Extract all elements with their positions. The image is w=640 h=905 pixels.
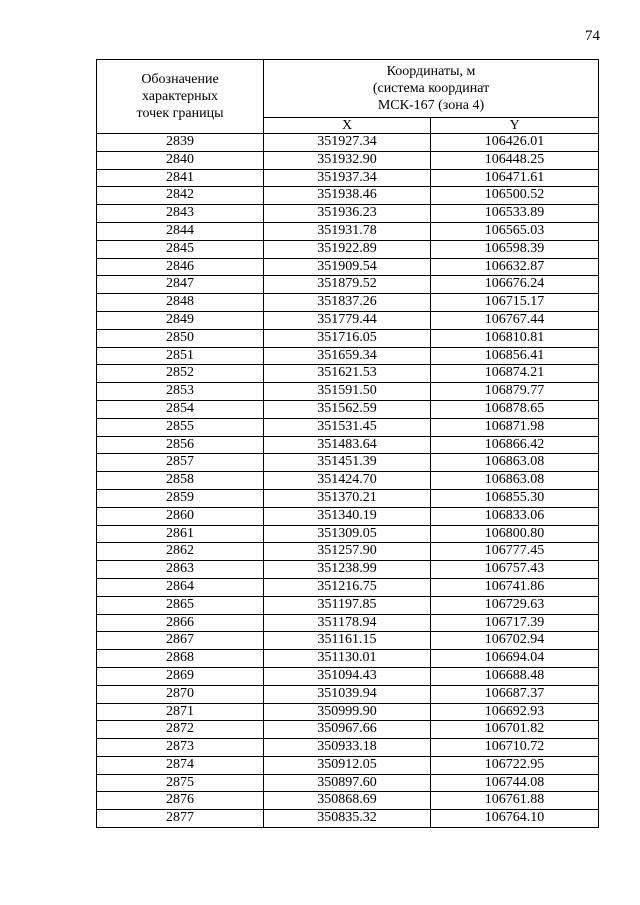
cell-point: 2847 [97,276,264,294]
cell-x: 351932.90 [264,151,431,169]
table-row [97,543,599,561]
cell-x: 351591.50 [264,383,431,401]
cell-y: 106810.81 [431,329,599,347]
table-row [97,418,599,436]
cell-point: 2844 [97,222,264,240]
table-row [97,294,599,312]
cell-x: 351216.75 [264,578,431,596]
cell-point: 2873 [97,739,264,757]
cell-y: 106565.03 [431,222,599,240]
header-point-designation [97,60,264,134]
cell-y: 106744.08 [431,774,599,792]
cell-point: 2851 [97,347,264,365]
cell-x: 350933.18 [264,739,431,757]
table-row [97,222,599,240]
cell-y: 106777.45 [431,543,599,561]
cell-y: 106800.80 [431,525,599,543]
cell-x: 351716.05 [264,329,431,347]
cell-y: 106871.98 [431,418,599,436]
cell-x: 350897.60 [264,774,431,792]
table-row [97,578,599,596]
cell-point: 2861 [97,525,264,543]
cell-x: 351424.70 [264,472,431,490]
table-row [97,472,599,490]
cell-point: 2840 [97,151,264,169]
coordinates-table [96,59,599,828]
cell-x: 351451.39 [264,454,431,472]
cell-point: 2869 [97,667,264,685]
cell-y: 106710.72 [431,739,599,757]
table-row [97,525,599,543]
cell-y: 106879.77 [431,383,599,401]
table-row [97,311,599,329]
cell-y: 106688.48 [431,667,599,685]
cell-point: 2843 [97,205,264,223]
cell-point: 2850 [97,329,264,347]
cell-point: 2860 [97,507,264,525]
cell-y: 106863.08 [431,454,599,472]
cell-x: 351879.52 [264,276,431,294]
cell-x: 351837.26 [264,294,431,312]
table-row [97,347,599,365]
cell-y: 106694.04 [431,650,599,668]
cell-y: 106874.21 [431,365,599,383]
header-coords-line-3: МСК-167 (зона 4) [377,98,485,113]
cell-x: 351937.34 [264,169,431,187]
cell-point: 2874 [97,756,264,774]
cell-point: 2875 [97,774,264,792]
cell-point: 2858 [97,472,264,490]
cell-point: 2855 [97,418,264,436]
table-row [97,169,599,187]
table-row [97,454,599,472]
cell-y: 106471.61 [431,169,599,187]
cell-point: 2871 [97,703,264,721]
cell-x: 351340.19 [264,507,431,525]
cell-x: 351936.23 [264,205,431,223]
table-row [97,258,599,276]
cell-y: 106855.30 [431,489,599,507]
cell-y: 106878.65 [431,400,599,418]
cell-x: 351039.94 [264,685,431,703]
table-row [97,205,599,223]
cell-point: 2859 [97,489,264,507]
cell-y: 106687.37 [431,685,599,703]
table-row [97,383,599,401]
cell-point: 2857 [97,454,264,472]
cell-y: 106598.39 [431,240,599,258]
cell-y: 106426.01 [431,134,599,152]
table-row [97,632,599,650]
cell-point: 2876 [97,792,264,810]
header-coords-line-2: (система координат [372,81,490,96]
cell-y: 106533.89 [431,205,599,223]
cell-point: 2862 [97,543,264,561]
table-row [97,507,599,525]
cell-point: 2867 [97,632,264,650]
cell-y: 106761.88 [431,792,599,810]
cell-point: 2852 [97,365,264,383]
table-row [97,436,599,454]
table-header [97,60,599,134]
cell-x: 351922.89 [264,240,431,258]
table-row [97,187,599,205]
table-row [97,400,599,418]
header-y: Y [431,118,599,134]
cell-point: 2849 [97,311,264,329]
table-row [97,614,599,632]
cell-x: 350835.32 [264,810,431,828]
cell-y: 106717.39 [431,614,599,632]
cell-point: 2866 [97,614,264,632]
cell-x: 351197.85 [264,596,431,614]
cell-x: 351931.78 [264,222,431,240]
header-x: X [264,118,431,134]
cell-y: 106856.41 [431,347,599,365]
header-coordinates-group [264,60,599,118]
cell-y: 106764.10 [431,810,599,828]
table-row [97,596,599,614]
cell-x: 351257.90 [264,543,431,561]
cell-point: 2856 [97,436,264,454]
table-row [97,667,599,685]
cell-point: 2872 [97,721,264,739]
cell-x: 350912.05 [264,756,431,774]
cell-y: 106741.86 [431,578,599,596]
table-row [97,756,599,774]
cell-point: 2854 [97,400,264,418]
cell-point: 2841 [97,169,264,187]
cell-x: 351659.34 [264,347,431,365]
cell-y: 106632.87 [431,258,599,276]
cell-y: 106757.43 [431,561,599,579]
table-row [97,792,599,810]
cell-x: 351178.94 [264,614,431,632]
cell-x: 350868.69 [264,792,431,810]
table-row [97,240,599,258]
cell-x: 351370.21 [264,489,431,507]
cell-y: 106729.63 [431,596,599,614]
cell-y: 106866.42 [431,436,599,454]
cell-point: 2877 [97,810,264,828]
table-row [97,151,599,169]
table-row [97,774,599,792]
table-row [97,650,599,668]
cell-point: 2842 [97,187,264,205]
cell-x: 351531.45 [264,418,431,436]
cell-y: 106863.08 [431,472,599,490]
cell-y: 106448.25 [431,151,599,169]
cell-point: 2868 [97,650,264,668]
cell-point: 2863 [97,561,264,579]
cell-y: 106767.44 [431,311,599,329]
cell-x: 351779.44 [264,311,431,329]
header-coords-line-1: Координаты, м [386,64,476,79]
cell-x: 351161.15 [264,632,431,650]
cell-x: 350967.66 [264,721,431,739]
table-row [97,810,599,828]
cell-point: 2864 [97,578,264,596]
page-number: 74 [585,28,600,44]
cell-x: 351621.53 [264,365,431,383]
cell-y: 106715.17 [431,294,599,312]
cell-point: 2848 [97,294,264,312]
cell-x: 351094.43 [264,667,431,685]
cell-x: 351909.54 [264,258,431,276]
cell-x: 351562.59 [264,400,431,418]
cell-x: 351130.01 [264,650,431,668]
cell-y: 106701.82 [431,721,599,739]
table-row [97,739,599,757]
table-row [97,134,599,152]
cell-x: 351938.46 [264,187,431,205]
cell-x: 351309.05 [264,525,431,543]
header-point-line-2: характерных [141,89,219,104]
cell-point: 2853 [97,383,264,401]
header-point-line-1: Обозначение [141,72,219,87]
cell-point: 2865 [97,596,264,614]
cell-point: 2839 [97,134,264,152]
table-row [97,703,599,721]
cell-y: 106500.52 [431,187,599,205]
cell-point: 2846 [97,258,264,276]
cell-y: 106676.24 [431,276,599,294]
cell-point: 2845 [97,240,264,258]
cell-y: 106692.93 [431,703,599,721]
cell-y: 106833.06 [431,507,599,525]
table-body [97,134,599,828]
cell-point: 2870 [97,685,264,703]
cell-x: 351483.64 [264,436,431,454]
table-row [97,329,599,347]
table-row [97,721,599,739]
table-row [97,561,599,579]
cell-x: 351927.34 [264,134,431,152]
cell-y: 106722.95 [431,756,599,774]
table-row [97,685,599,703]
table-row [97,365,599,383]
table-row [97,489,599,507]
header-point-line-3: точек границы [136,106,224,121]
table-row [97,276,599,294]
cell-y: 106702.94 [431,632,599,650]
cell-x: 351238.99 [264,561,431,579]
cell-x: 350999.90 [264,703,431,721]
